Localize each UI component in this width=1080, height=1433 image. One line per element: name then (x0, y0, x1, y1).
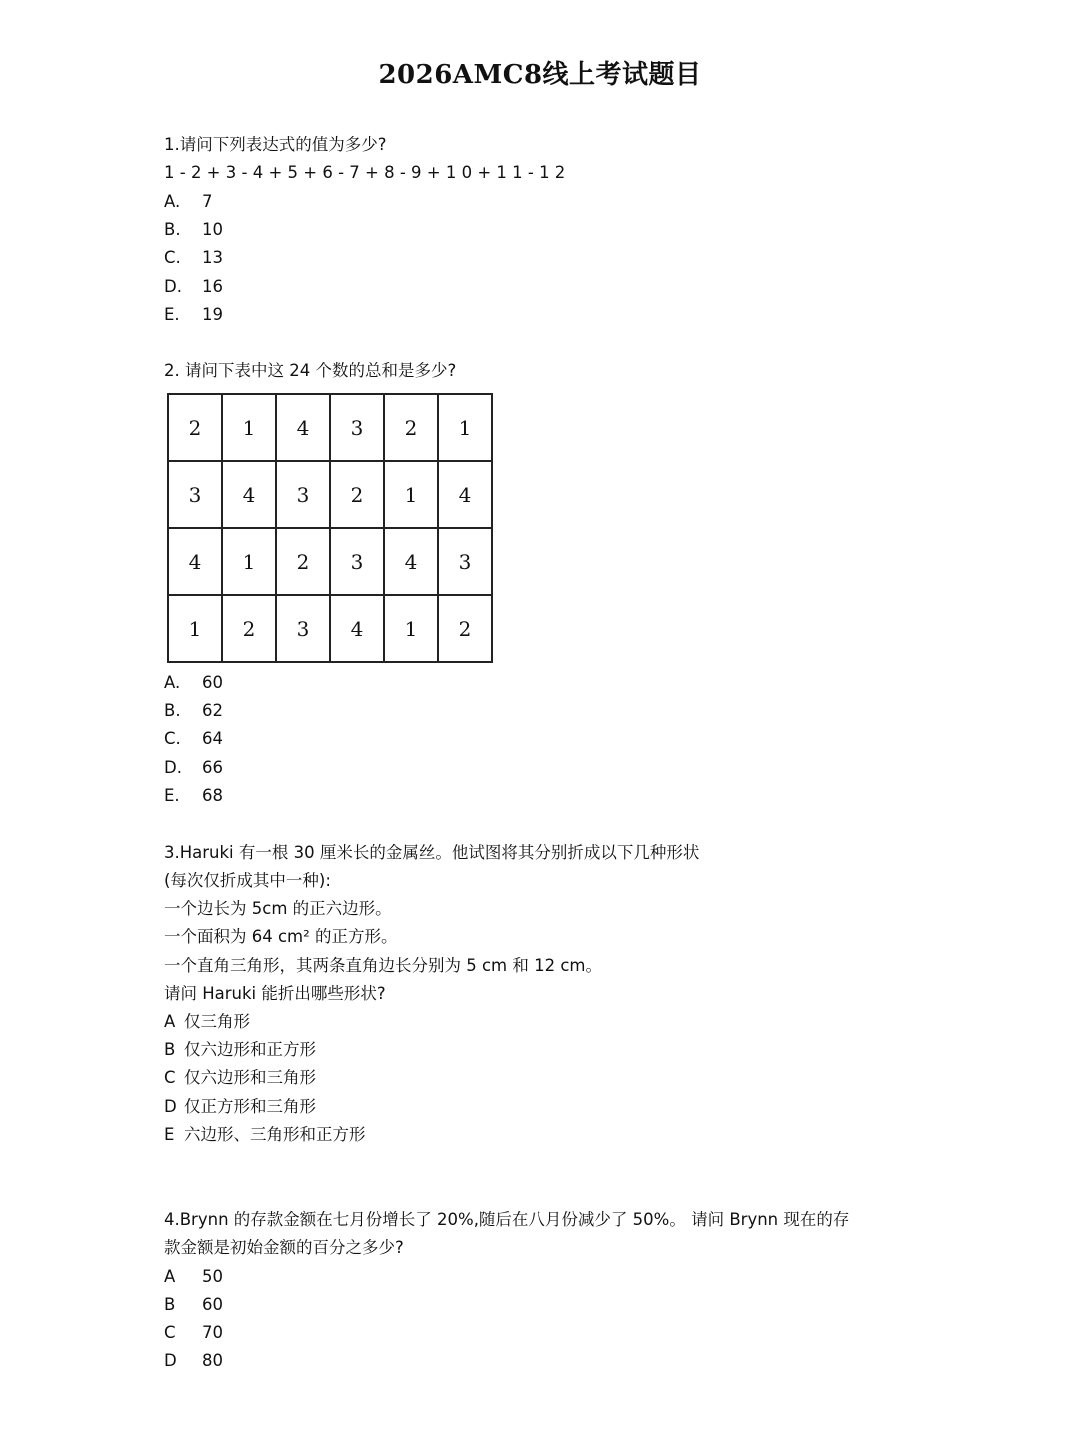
grid-cell: 1 (168, 595, 222, 662)
option-text: 50 (202, 1267, 223, 1286)
grid-cell: 1 (384, 595, 438, 662)
option-text: 仅三角形 (184, 1012, 250, 1031)
option-letter: A (164, 1267, 176, 1286)
q4-line-2: 款金额是初始金额的百分之多少? (164, 1238, 404, 1257)
number-grid (167, 393, 493, 663)
q3-option-d (164, 1096, 316, 1118)
grid-cell: 4 (384, 528, 438, 595)
grid-cell: 4 (168, 528, 222, 595)
q3-option-e (164, 1124, 366, 1146)
option-text: 仅六边形和三角形 (184, 1068, 316, 1087)
grid-cell: 3 (168, 461, 222, 528)
grid-cell: 2 (330, 461, 384, 528)
grid-cell: 2 (168, 394, 222, 461)
q4-option-d (164, 1350, 223, 1372)
option-letter: B. (164, 701, 181, 720)
grid-cell: 1 (438, 394, 492, 461)
grid-cell: 3 (330, 528, 384, 595)
option-text: 80 (202, 1351, 223, 1370)
option-letter: D (164, 1097, 177, 1116)
q4-option-b (164, 1294, 223, 1316)
option-text: 7 (202, 192, 213, 211)
q2-option-a (164, 672, 223, 694)
q1-prompt: 1.请问下列表达式的值为多少? (164, 135, 387, 154)
option-text: 仅六边形和正方形 (184, 1040, 316, 1059)
option-letter: C (164, 1068, 176, 1087)
option-letter: C. (164, 248, 181, 267)
q2-option-b (164, 700, 223, 722)
q2-prompt: 2. 请问下表中这 24 个数的总和是多少? (164, 361, 457, 380)
grid-cell: 1 (384, 461, 438, 528)
q3-option-a (164, 1011, 250, 1033)
option-letter: B (164, 1295, 176, 1314)
q4-option-c (164, 1322, 223, 1344)
q4-line-1: 4.Brynn 的存款金额在七月份增长了 20%,随后在八月份减少了 50%。 请问 Brynn 现在的存 (164, 1210, 850, 1229)
q3-line-1: 3.Haruki 有一根 30 厘米长的金属丝。他试图将其分别折成以下几种形状 (164, 843, 700, 862)
q3-option-c (164, 1067, 316, 1089)
q2-option-e (164, 785, 223, 807)
q3-line-4: 一个面积为 64 cm² 的正方形。 (164, 927, 398, 946)
option-text: 仅正方形和三角形 (184, 1097, 316, 1116)
option-letter: A (164, 1012, 176, 1031)
grid-row (168, 461, 492, 528)
q1-expression: 1 - 2 + 3 - 4 + 5 + 6 - 7 + 8 - 9 + 1 0 + 1 1 - 1 2 (164, 163, 566, 182)
grid-cell: 2 (438, 595, 492, 662)
grid-cell: 3 (276, 461, 330, 528)
option-text: 66 (202, 758, 223, 777)
option-letter: E. (164, 305, 180, 324)
grid-row (168, 394, 492, 461)
grid-cell: 1 (222, 394, 276, 461)
option-letter: E. (164, 786, 180, 805)
option-text: 10 (202, 220, 223, 239)
option-letter: A. (164, 192, 181, 211)
q3-line-2: (每次仅折成其中一种): (164, 871, 331, 890)
q4-option-a (164, 1266, 223, 1288)
option-text: 64 (202, 729, 223, 748)
option-letter: B. (164, 220, 181, 239)
option-letter: D. (164, 758, 182, 777)
q1-option-a (164, 191, 213, 213)
grid-cell: 1 (222, 528, 276, 595)
grid-row (168, 595, 492, 662)
option-text: 16 (202, 277, 223, 296)
option-text: 60 (202, 673, 223, 692)
grid-cell: 2 (276, 528, 330, 595)
q3-line-5: 一个直角三角形，其两条直角边长分别为 5 cm 和 12 cm。 (164, 956, 603, 975)
option-letter: B (164, 1040, 176, 1059)
q3-option-b (164, 1039, 316, 1061)
q1-option-c (164, 247, 223, 269)
grid-cell: 4 (438, 461, 492, 528)
q2-option-c (164, 728, 223, 750)
option-text: 62 (202, 701, 223, 720)
option-text: 70 (202, 1323, 223, 1342)
option-text: 19 (202, 305, 223, 324)
option-letter: D (164, 1351, 177, 1370)
q3-line-3: 一个边长为 5cm 的正六边形。 (164, 899, 392, 918)
option-letter: C. (164, 729, 181, 748)
grid-cell: 4 (330, 595, 384, 662)
page-title: 2026AMC8线上考试题目 (378, 60, 702, 90)
option-letter: E (164, 1125, 175, 1144)
grid-cell: 3 (330, 394, 384, 461)
q2-option-d (164, 757, 223, 779)
option-text: 60 (202, 1295, 223, 1314)
option-text: 六边形、三角形和正方形 (184, 1125, 366, 1144)
option-text: 68 (202, 786, 223, 805)
grid-row (168, 528, 492, 595)
grid-cell: 2 (222, 595, 276, 662)
q1-option-b (164, 219, 223, 241)
grid-cell: 2 (384, 394, 438, 461)
option-letter: C (164, 1323, 176, 1342)
grid-cell: 3 (276, 595, 330, 662)
option-text: 13 (202, 248, 223, 267)
q3-line-6: 请问 Haruki 能折出哪些形状? (164, 984, 386, 1003)
grid-cell: 4 (222, 461, 276, 528)
q1-option-e (164, 304, 223, 326)
grid-cell: 4 (276, 394, 330, 461)
grid-cell: 3 (438, 528, 492, 595)
option-letter: D. (164, 277, 182, 296)
q1-option-d (164, 276, 223, 298)
option-letter: A. (164, 673, 181, 692)
